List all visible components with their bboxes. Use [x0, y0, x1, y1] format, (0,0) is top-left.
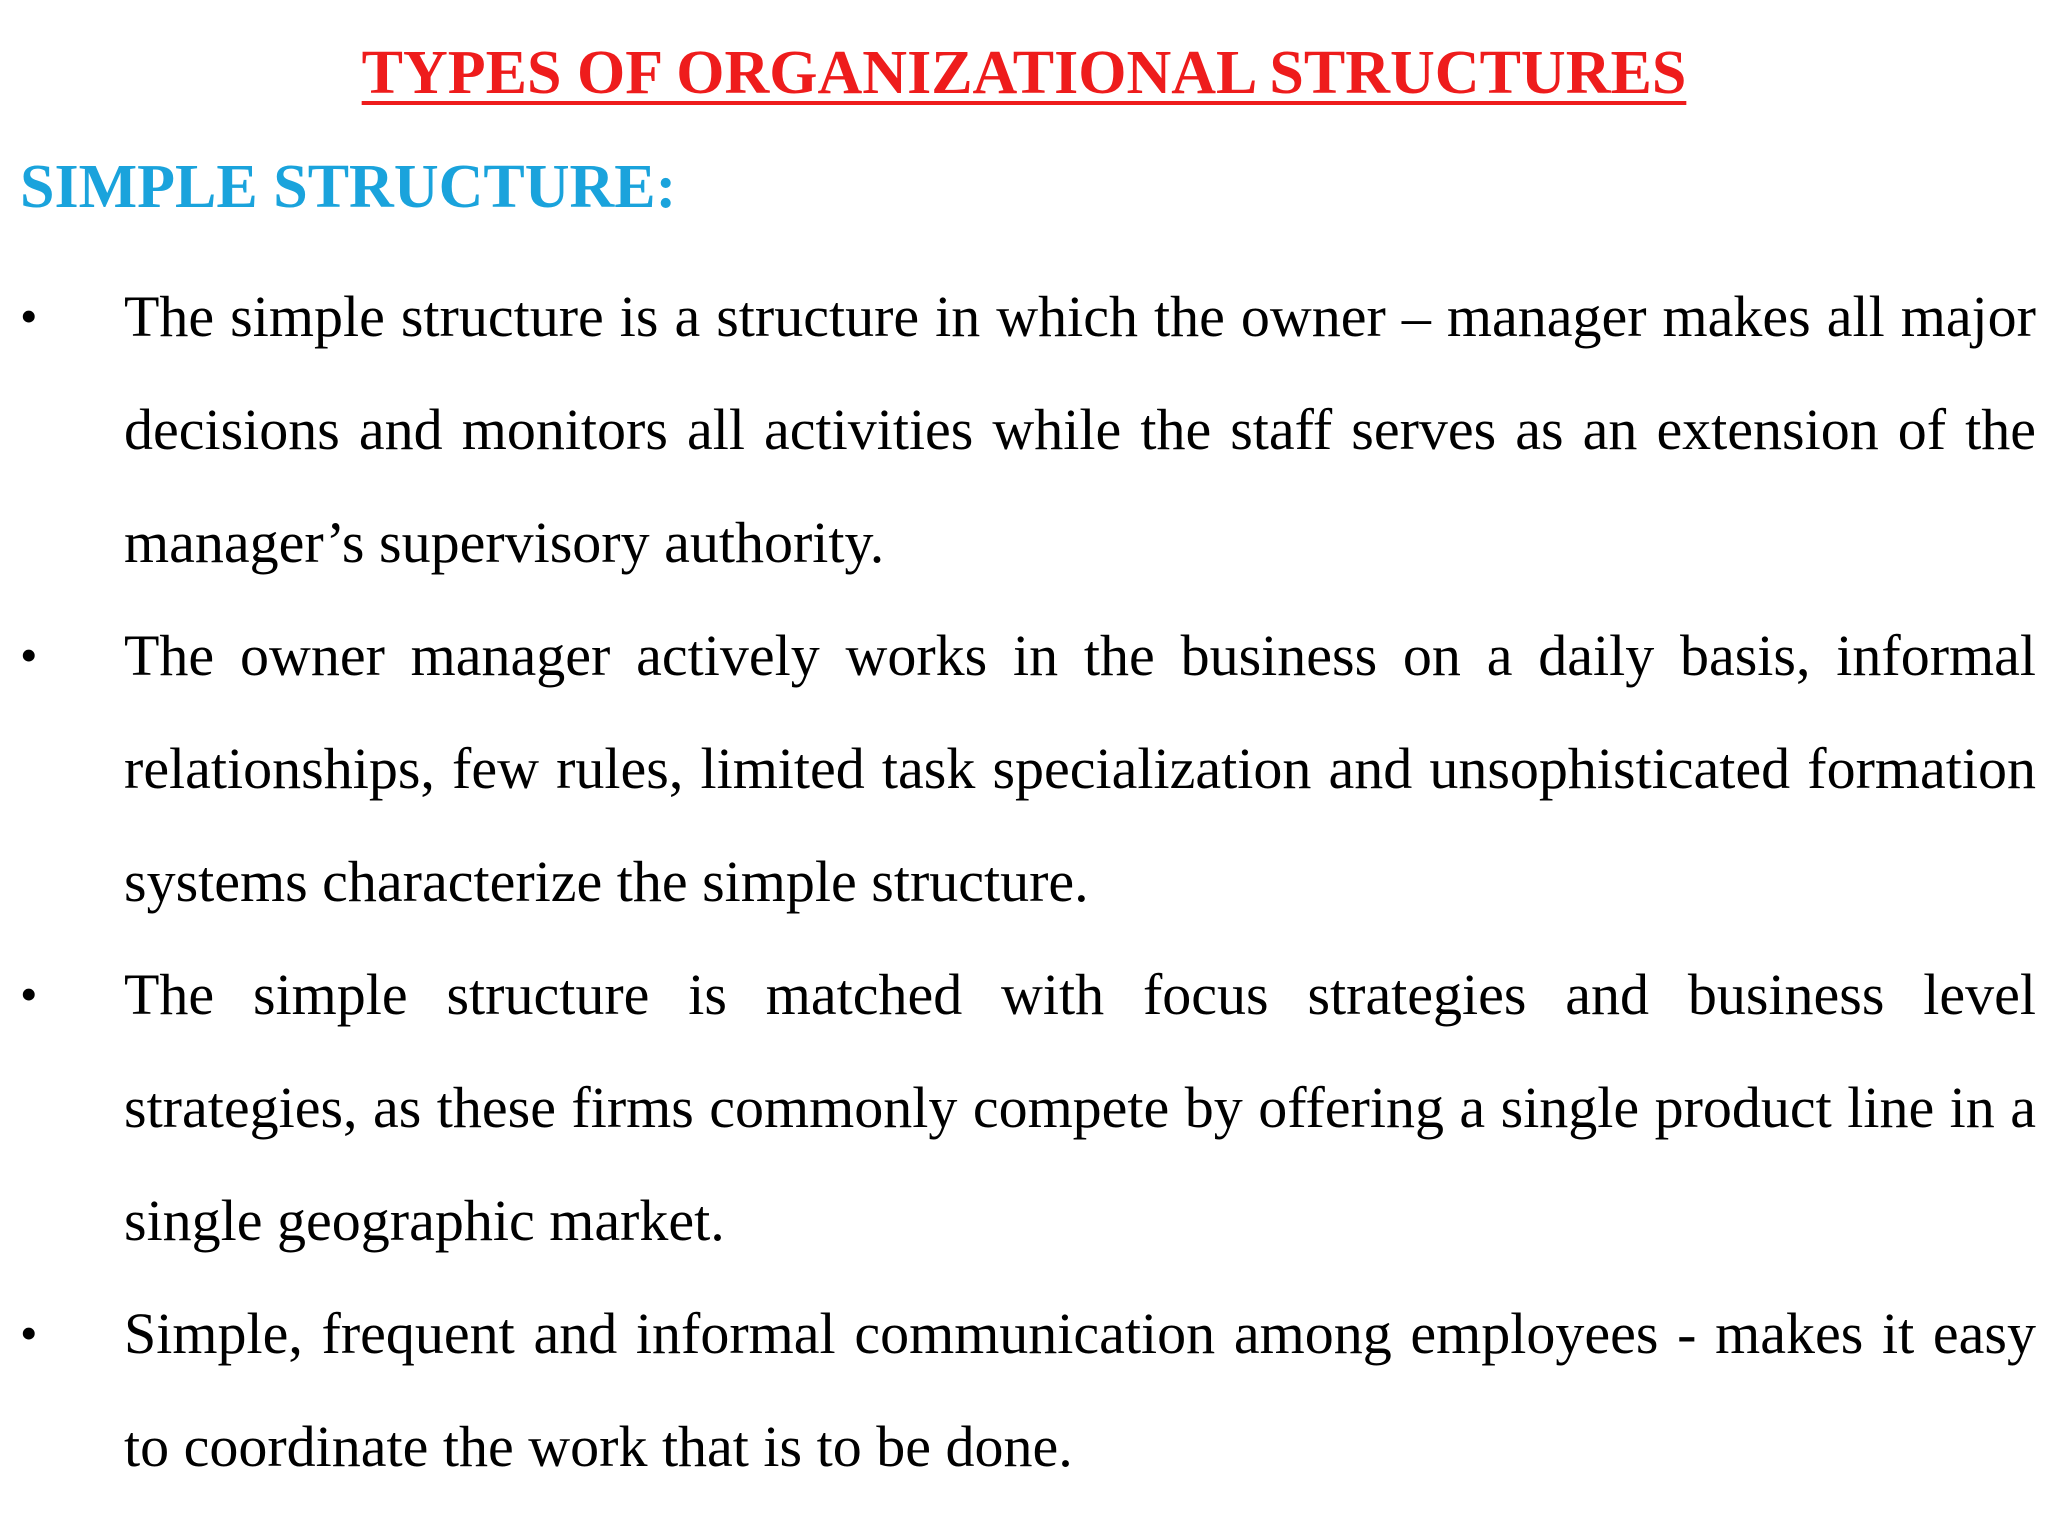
bullet-item — [20, 1277, 2036, 1503]
bullet-item — [20, 599, 2036, 938]
section-heading: SIMPLE STRUCTURE: — [20, 153, 677, 221]
slide-title: TYPES OF ORGANIZATIONAL STRUCTURES — [361, 39, 1687, 107]
bullet-text: The simple structure is matched with focus strategies and business level strategies, as these firms commonly compete by offering a single product line in a single geographic market. — [124, 962, 2036, 1253]
bullet-list — [20, 260, 2036, 1503]
bullet-text: Simple, frequent and informal communication among employees - makes it easy to coordinate the work that is to be done. — [124, 1301, 2036, 1479]
bullet-text: The owner manager actively works in the business on a daily basis, informal relationships, few rules, limited task specialization and unsophisticated formation systems characterize the simple structure. — [124, 623, 2036, 914]
bullet-dot-icon: • — [20, 627, 38, 683]
bullet-dot-icon: • — [20, 1305, 38, 1361]
bullet-text: The simple structure is a structure in which the owner – manager makes all major decisions and monitors all activities while the staff serves as an extension of the manager’s supervisory authority. — [124, 284, 2036, 575]
bullet-dot-icon: • — [20, 966, 38, 1022]
bullet-item — [20, 260, 2036, 599]
bullet-item — [20, 938, 2036, 1277]
bullet-dot-icon: • — [20, 288, 38, 344]
